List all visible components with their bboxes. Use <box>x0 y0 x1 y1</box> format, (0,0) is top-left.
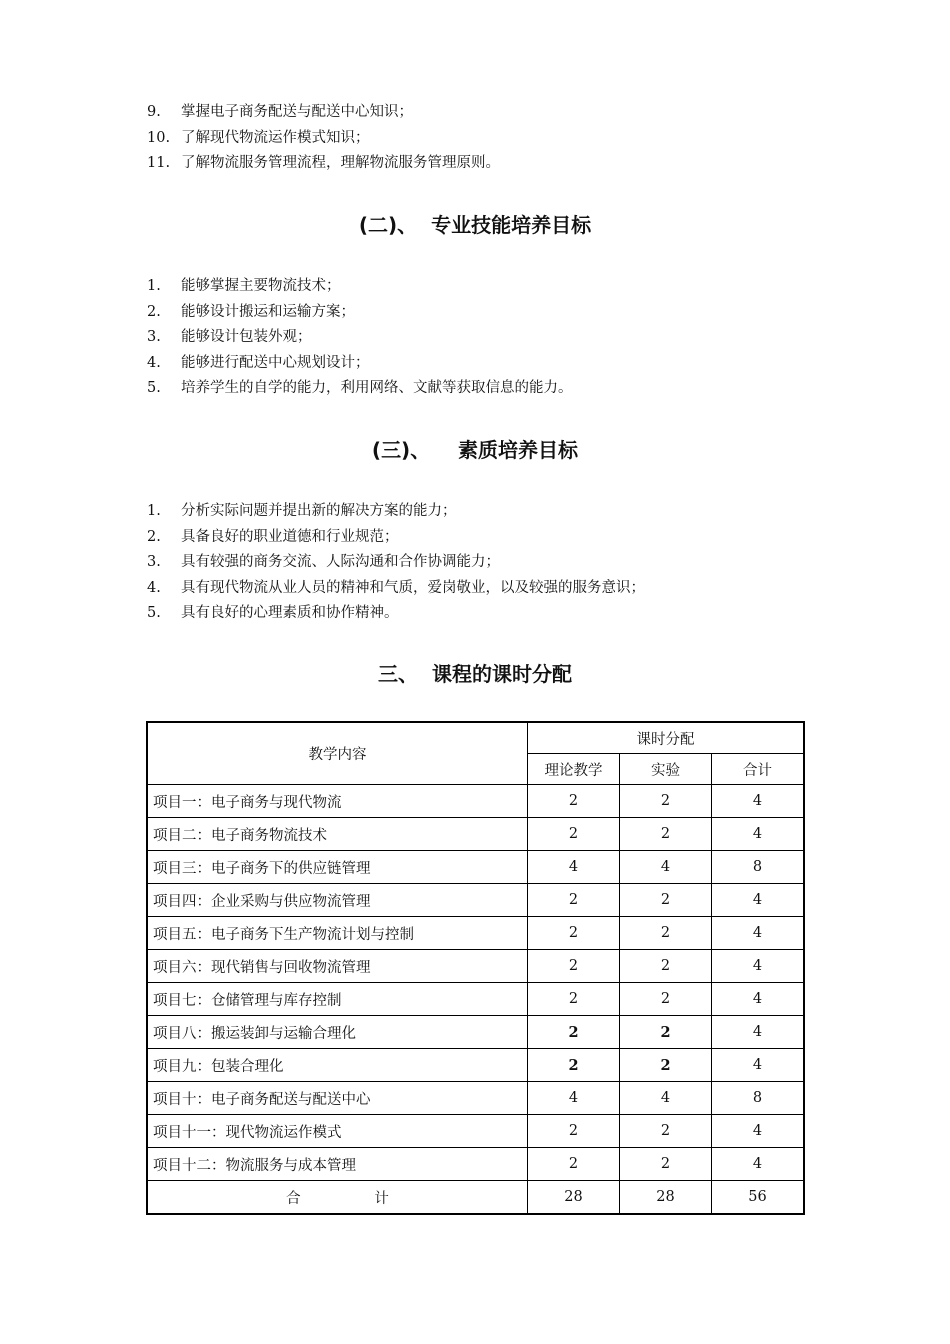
item-number: 2. <box>147 303 161 320</box>
theory-hours-cell: 4 <box>528 1082 620 1115</box>
project-name-cell: 项目十二：物流服务与成本管理 <box>147 1148 528 1181</box>
total-hours-cell: 4 <box>712 1049 805 1082</box>
grand-total-cell: 56 <box>712 1181 805 1215</box>
project-name-cell: 项目一：电子商务与现代物流 <box>147 785 528 818</box>
list-item <box>147 376 573 402</box>
lab-hours-cell: 2 <box>620 1148 712 1181</box>
item-text: 能够设计包装外观； <box>181 329 312 345</box>
section-heading-quality: (三)、 素质培养目标 <box>371 438 579 462</box>
item-text: 能够设计搬运和运输方案； <box>181 303 355 320</box>
skill-goal-list <box>147 274 573 402</box>
table-row <box>147 1148 804 1181</box>
total-hours-cell: 4 <box>712 1016 805 1049</box>
table-row <box>147 950 804 983</box>
lab-hours-cell: 2 <box>620 1115 712 1148</box>
total-header-cell: 合计 <box>712 754 805 785</box>
list-item <box>147 274 573 300</box>
item-number: 3. <box>147 554 161 570</box>
list-item <box>147 601 645 627</box>
item-number: 3. <box>147 329 161 345</box>
theory-hours-cell: 2 <box>528 950 620 983</box>
theory-hours-cell: 2 <box>528 1016 620 1049</box>
lab-hours-cell: 2 <box>620 818 712 851</box>
item-text: 具有良好的心理素质和协作精神。 <box>181 605 399 621</box>
total-hours-cell: 4 <box>712 818 805 851</box>
lab-hours-cell: 2 <box>620 950 712 983</box>
chapter-heading-hours: 三、 课程的课时分配 <box>378 662 572 686</box>
lab-hours-cell: 4 <box>620 851 712 884</box>
table-row <box>147 1082 804 1115</box>
total-hours-cell: 8 <box>712 1082 805 1115</box>
table-row <box>147 983 804 1016</box>
table-row <box>147 1049 804 1082</box>
total-hours-cell: 4 <box>712 1115 805 1148</box>
total-hours-cell: 4 <box>712 1148 805 1181</box>
lab-hours-cell: 2 <box>620 917 712 950</box>
lab-header-cell: 实验 <box>620 754 712 785</box>
item-text: 具有现代物流从业人员的精神和气质，爱岗敬业，以及较强的服务意识； <box>181 579 645 596</box>
project-name-cell: 项目十一：现代物流运作模式 <box>147 1115 528 1148</box>
total-hours-cell: 8 <box>712 851 805 884</box>
list-item <box>147 351 573 377</box>
item-text: 能够进行配送中心规划设计； <box>181 354 370 371</box>
theory-hours-cell: 2 <box>528 1148 620 1181</box>
section-heading-skills: (二)、 专业技能培养目标 <box>358 213 592 237</box>
item-number: 5. <box>147 380 161 396</box>
theory-hours-cell: 4 <box>528 851 620 884</box>
theory-header-cell: 理论教学 <box>528 754 620 785</box>
list-item <box>147 151 500 177</box>
item-text: 掌握电子商务配送与配送中心知识； <box>181 104 413 120</box>
lab-hours-cell: 4 <box>620 1082 712 1115</box>
list-item <box>147 525 645 551</box>
lab-hours-cell: 2 <box>620 1016 712 1049</box>
project-name-cell: 项目十：电子商务配送与配送中心 <box>147 1082 528 1115</box>
total-hours-cell: 4 <box>712 950 805 983</box>
total-hours-cell: 4 <box>712 917 805 950</box>
table-row <box>147 851 804 884</box>
lab-hours-cell: 2 <box>620 983 712 1016</box>
lab-hours-cell: 2 <box>620 884 712 917</box>
theory-hours-cell: 2 <box>528 983 620 1016</box>
item-text: 培养学生的自学的能力，利用网络、文献等获取信息的能力。 <box>181 380 573 396</box>
item-number: 2. <box>147 528 161 545</box>
project-name-cell: 项目五：电子商务下生产物流计划与控制 <box>147 917 528 950</box>
theory-hours-cell: 2 <box>528 818 620 851</box>
item-number: 5. <box>147 605 161 621</box>
table-row <box>147 917 804 950</box>
list-item <box>147 126 500 152</box>
item-text: 具有较强的商务交流、人际沟通和合作协调能力； <box>181 554 500 570</box>
total-hours-cell: 4 <box>712 785 805 818</box>
item-number: 4. <box>147 354 161 371</box>
lab-hours-cell: 2 <box>620 785 712 818</box>
list-item <box>147 325 573 351</box>
table-row <box>147 884 804 917</box>
table-row <box>147 1016 804 1049</box>
theory-hours-cell: 2 <box>528 884 620 917</box>
content-header-cell: 教学内容 <box>147 722 528 785</box>
item-number: 1. <box>147 503 161 519</box>
item-number: 9. <box>147 104 161 120</box>
item-text: 了解物流服务管理流程，理解物流服务管理原则。 <box>181 155 500 171</box>
theory-hours-cell: 2 <box>528 1115 620 1148</box>
list-item <box>147 550 645 576</box>
total-label: 合 计 <box>286 1190 389 1207</box>
project-name-cell: 项目四：企业采购与供应物流管理 <box>147 884 528 917</box>
item-text: 能够掌握主要物流技术； <box>181 278 341 294</box>
hours-allocation-table <box>146 721 805 1215</box>
table-row <box>147 785 804 818</box>
item-number: 4. <box>147 579 161 596</box>
allocation-header-cell: 课时分配 <box>528 722 805 754</box>
project-name-cell: 项目七：仓储管理与库存控制 <box>147 983 528 1016</box>
project-name-cell: 项目六：现代销售与回收物流管理 <box>147 950 528 983</box>
item-text: 分析实际问题并提出新的解决方案的能力； <box>181 503 457 519</box>
lab-hours-cell: 2 <box>620 1049 712 1082</box>
quality-goal-list <box>147 499 645 627</box>
knowledge-goal-list <box>147 100 500 177</box>
item-number: 1. <box>147 278 161 294</box>
item-number: 10. <box>147 129 171 146</box>
table-row <box>147 1115 804 1148</box>
total-label-cell <box>147 1181 528 1215</box>
project-name-cell: 项目二：电子商务物流技术 <box>147 818 528 851</box>
total-hours-cell: 4 <box>712 884 805 917</box>
total-hours-cell: 4 <box>712 983 805 1016</box>
list-item <box>147 499 645 525</box>
theory-hours-cell: 2 <box>528 1049 620 1082</box>
table-total-row <box>147 1181 804 1215</box>
item-text: 具备良好的职业道德和行业规范； <box>181 528 399 545</box>
table-header-row <box>147 722 804 754</box>
item-number: 11. <box>147 155 171 171</box>
list-item <box>147 100 500 126</box>
project-name-cell: 项目八：搬运装卸与运输合理化 <box>147 1016 528 1049</box>
project-name-cell: 项目三：电子商务下的供应链管理 <box>147 851 528 884</box>
theory-total-cell: 28 <box>528 1181 620 1215</box>
list-item <box>147 576 645 602</box>
project-name-cell: 项目九：包装合理化 <box>147 1049 528 1082</box>
theory-hours-cell: 2 <box>528 917 620 950</box>
lab-total-cell: 28 <box>620 1181 712 1215</box>
item-text: 了解现代物流运作模式知识； <box>181 129 370 146</box>
table-row <box>147 818 804 851</box>
theory-hours-cell: 2 <box>528 785 620 818</box>
list-item <box>147 300 573 326</box>
